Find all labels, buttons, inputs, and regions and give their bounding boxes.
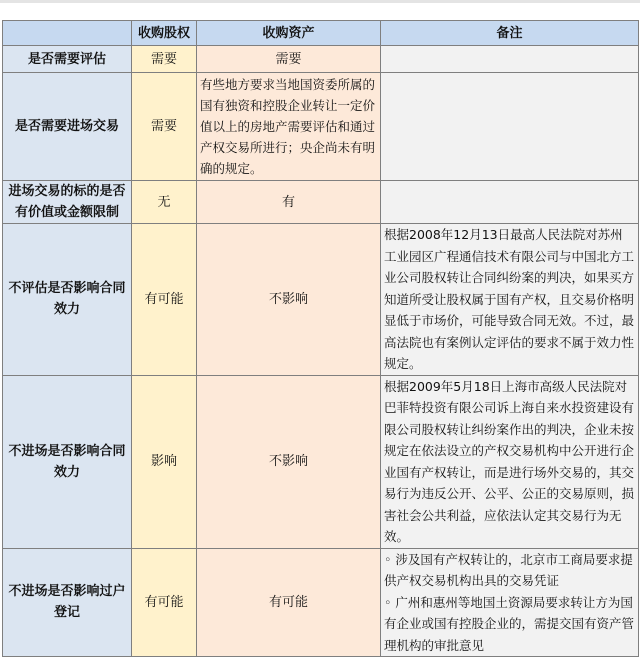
row-label: 不进场是否影响过户登记 <box>3 548 132 657</box>
asset-cell: 有可能 <box>197 548 381 657</box>
asset-cell: 有些地方要求当地国资委所属的国有独资和控股企业转让一定价值以上的房地产需要评估和通过产权交易所进行；央企尚未有明确的规定。 <box>197 73 381 181</box>
row-label: 进场交易的标的是否有价值或金额限制 <box>3 181 132 224</box>
asset-cell: 需要 <box>197 46 381 73</box>
header-row <box>3 21 639 46</box>
row-label: 不评估是否影响合同效力 <box>3 224 132 376</box>
table-row <box>3 548 639 657</box>
equity-cell: 需要 <box>132 46 197 73</box>
equity-cell: 有可能 <box>132 224 197 376</box>
header-empty <box>3 21 132 46</box>
row-label: 是否需要进场交易 <box>3 73 132 181</box>
comparison-table <box>2 20 639 657</box>
header-asset: 收购资产 <box>197 21 381 46</box>
note-cell: 根据2008年12月13日最高人民法院对苏州工业园区广程通信技术有限公司与中国北方工业公司股权转让合同纠纷案的判决，如果买方知道所受让股权属于国有产权，且交易价格明显低于市场价，可能导致合同无效。不过，最高法院也有案例认定评估的要求不属于效力性规定。 <box>381 224 639 376</box>
row-label: 是否需要评估 <box>3 46 132 73</box>
table-row <box>3 73 639 181</box>
note-bullet: ◦ 涉及国有产权转让的，北京市工商局要求提供产权交易机构出具的交易凭证 <box>384 551 633 588</box>
table-row <box>3 46 639 73</box>
asset-cell: 不影响 <box>197 224 381 376</box>
table-row <box>3 224 639 376</box>
equity-cell: 影响 <box>132 375 197 548</box>
note-cell: 根据2009年5月18日上海市高级人民法院对巴菲特投资有限公司诉上海自来水投资建设有限公司股权转让纠纷案作出的判决，企业未按规定在依法设立的产权交易机构中公开进行企业国有产权转让，而是进行场外交易的，其交易行为违反公开、公平、公正的交易原则，损害社会公共利益，应依法认定其交易行为无效。 <box>381 375 639 548</box>
note-cell <box>381 548 639 657</box>
equity-cell: 有可能 <box>132 548 197 657</box>
header-notes: 备注 <box>381 21 639 46</box>
top-divider <box>0 0 640 3</box>
table-row <box>3 181 639 224</box>
header-equity: 收购股权 <box>132 21 197 46</box>
asset-cell: 不影响 <box>197 375 381 548</box>
note-cell <box>381 46 639 73</box>
equity-cell: 无 <box>132 181 197 224</box>
equity-cell: 需要 <box>132 73 197 181</box>
note-cell <box>381 181 639 224</box>
asset-cell: 有 <box>197 181 381 224</box>
note-bullet: ◦ 广州和惠州等地国土资源局要求转让方为国有企业或国有控股企业的，需提交国有资产管理机构的审批意见 <box>384 594 635 653</box>
note-cell <box>381 73 639 181</box>
row-label: 不进场是否影响合同效力 <box>3 375 132 548</box>
table-row <box>3 375 639 548</box>
